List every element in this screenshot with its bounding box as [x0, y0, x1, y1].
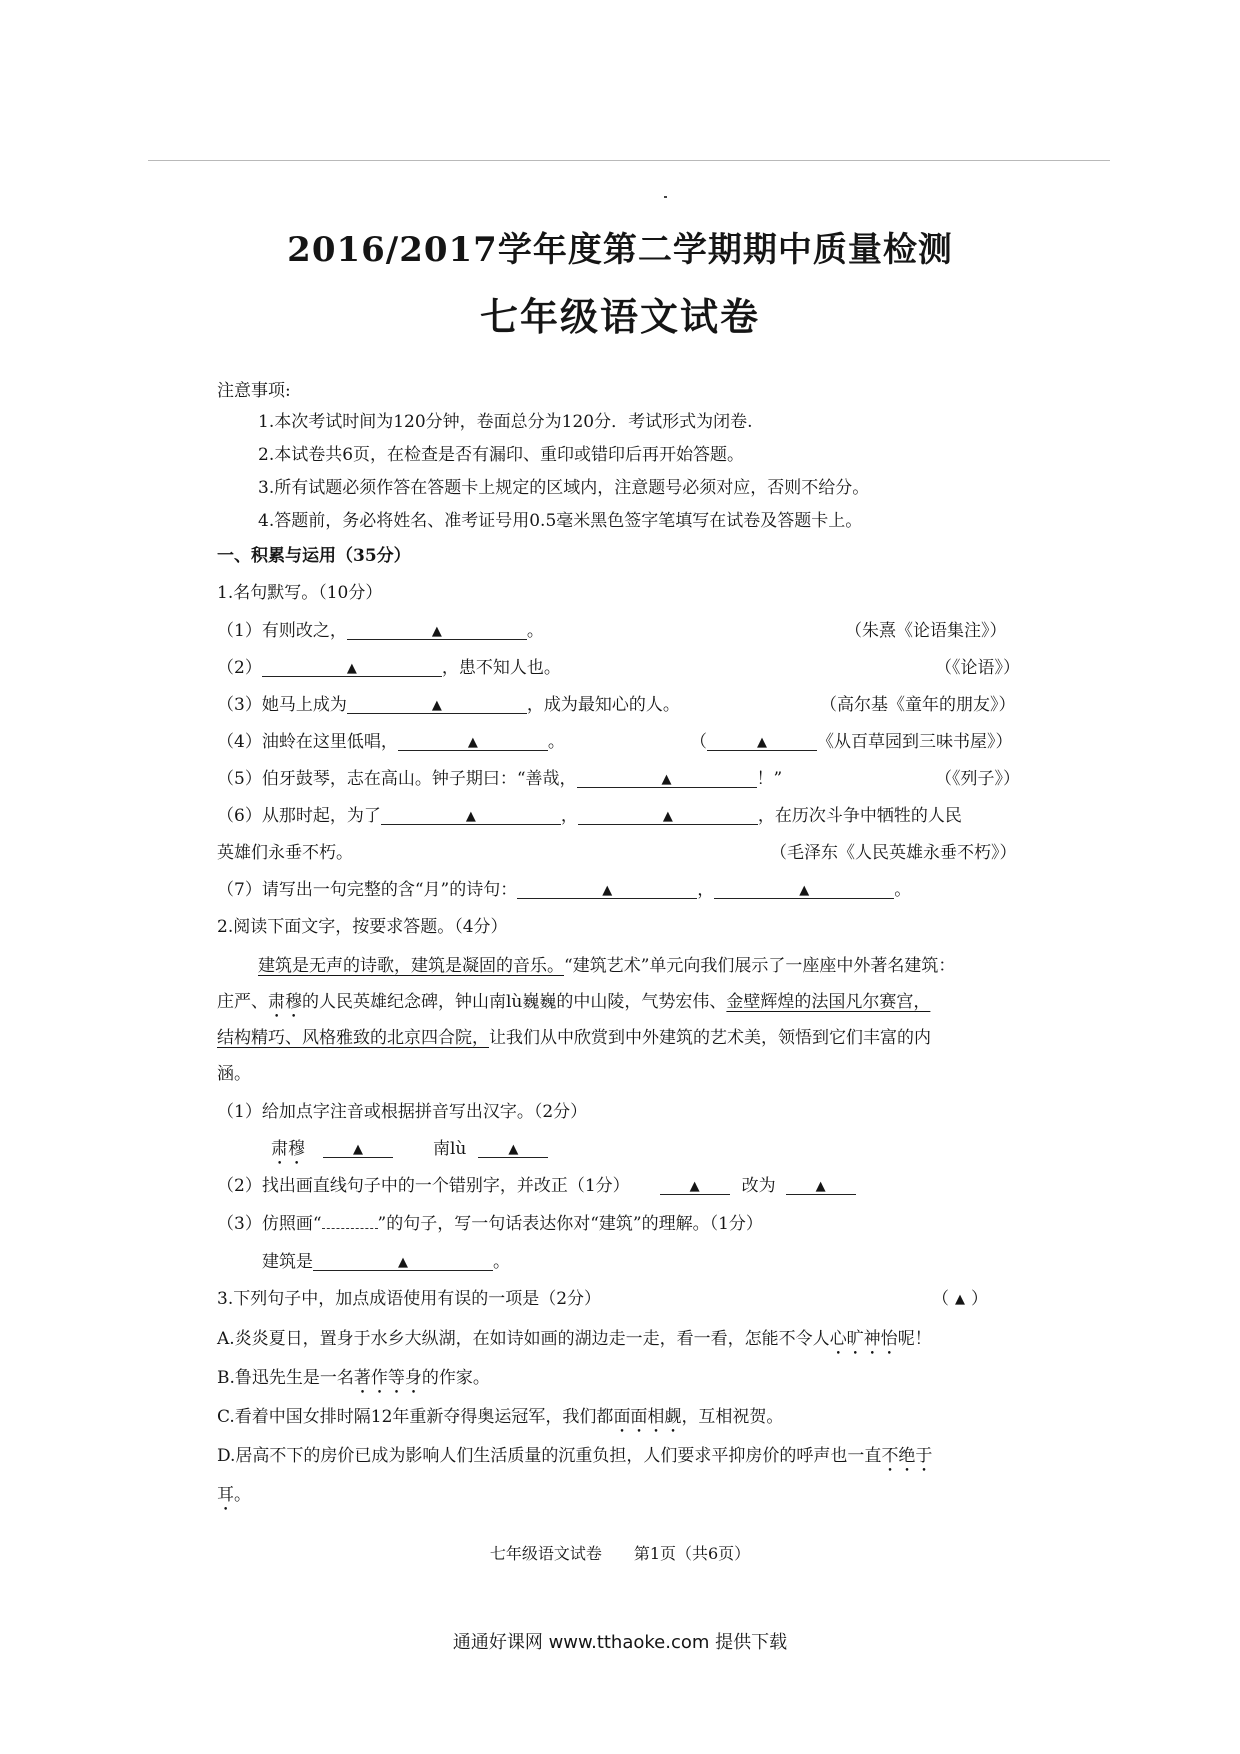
- page-footer: 七年级语文试卷 第1页（共6页）: [489, 1544, 751, 1563]
- triangle-marker-icon: ▲: [353, 1142, 363, 1157]
- q1-item-1-source: （朱熹《论语集注》）: [845, 621, 1007, 641]
- q2-sub-1-answers: 肃穆 ▲ 南lù ▲: [271, 1138, 548, 1169]
- dotted-idiom: 面面相觑: [613, 1407, 682, 1427]
- answer-blank[interactable]: [714, 879, 894, 899]
- q2-sub-3: （3）仿照画“ ”的句子，写一句话表达你对“建筑”的理解。（1分）: [217, 1214, 763, 1234]
- underlined-sentence: 金壁辉煌的法国凡尔赛宫，: [726, 992, 931, 1012]
- q2-sub-2: （2）找出画直线句子中的一个错别字，并改正（1分） ▲ 改为 ▲: [217, 1175, 856, 1197]
- dotted-idiom: 不绝于: [881, 1446, 933, 1466]
- q3-option-c: C.看着中国女排时隔12年重新夺得奥运冠军，我们都面面相觑，互相祝贺。: [217, 1407, 784, 1427]
- passage-sentence-wavy: 建筑是无声的诗歌，建筑是凝固的音乐。: [258, 956, 564, 976]
- triangle-marker-icon: ▲: [398, 1255, 408, 1270]
- triangle-marker-icon: ▲: [661, 772, 672, 787]
- passage-line-2: 庄严、肃穆的人民英雄纪念碑，钟山南lù巍巍的中山陵，气势宏伟、金壁辉煌的法国凡尔赛宫，: [217, 992, 931, 1012]
- answer-blank[interactable]: [707, 731, 817, 751]
- note-item-1: 1.本次考试时间为120分钟，卷面总分为120分．考试形式为闭卷.: [258, 412, 753, 432]
- q3-option-d: D.居高不下的房价已成为影响人们生活质量的沉重负担，人们要求平抑房价的呼声也一直不绝于: [217, 1446, 933, 1466]
- note-item-2: 2.本试卷共6页，在检查是否有漏印、重印或错印后再开始答题。: [258, 445, 745, 465]
- q1-item-5-source: （《列子》）: [935, 769, 1020, 789]
- question-1-title: 1.名句默写。（10分）: [217, 583, 383, 603]
- q1-item-6-continued: 英雄们永垂不朽。: [217, 843, 353, 863]
- q1-item-1: （1）有则改之， ▲ 。: [217, 621, 544, 641]
- answer-blank[interactable]: [478, 1138, 548, 1158]
- note-item-4: 4.答题前，务必将姓名、准考证号用0.5毫米黑色签字笔填写在试卷及答题卡上。: [258, 511, 863, 531]
- q2-sub-1: （1）给加点字注音或根据拼音写出汉字。（2分）: [217, 1102, 588, 1122]
- underlined-sentence: 结构精巧、风格雅致的北京四合院，: [217, 1028, 489, 1048]
- answer-blank[interactable]: [313, 1251, 493, 1271]
- q1-item-2-source: （《论语》）: [935, 658, 1020, 678]
- answer-blank[interactable]: [323, 1138, 393, 1158]
- q3-option-b: B.鲁迅先生是一名著作等身的作家。: [217, 1368, 490, 1388]
- answer-blank[interactable]: [660, 1175, 730, 1195]
- q1-item-6: （6）从那时起，为了 ▲ ， ▲ ，在历次斗争中牺牲的人民: [217, 806, 962, 826]
- question-2-title: 2.阅读下面文字，按要求答题。（4分）: [217, 917, 508, 937]
- dotted-word: 肃穆: [268, 992, 302, 1012]
- top-rule: [148, 160, 1110, 161]
- triangle-marker-icon: ▲: [815, 1179, 826, 1194]
- q1-item-4-source: （ ▲ 《从百草园到三味书屋》）: [690, 732, 1013, 752]
- triangle-marker-icon: ▲: [662, 809, 673, 824]
- q1-item-4: （4）油蛉在这里低唱， ▲ 。: [217, 732, 565, 752]
- triangle-marker-icon: ▲: [602, 883, 613, 898]
- q3-option-d-continued: 耳。: [217, 1485, 251, 1505]
- triangle-marker-icon: ▲: [465, 809, 476, 824]
- dotted-idiom: 著作等身: [353, 1368, 422, 1388]
- q3-answer-paren[interactable]: （ ▲ ）: [932, 1289, 988, 1309]
- q1-item-5: （5）伯牙鼓琴，志在高山。钟子期曰：“善哉， ▲ ！”: [217, 769, 783, 789]
- q1-item-2: （2） ▲ ，患不知人也。: [217, 658, 561, 678]
- answer-blank[interactable]: [398, 731, 548, 751]
- q3-option-a: A.炎炎夏日，置身于水乡大纵湖，在如诗如画的湖边走一走，看一看，怎能不令人心旷神怡呢！: [217, 1329, 932, 1349]
- dotted-idiom: 心旷神怡: [829, 1329, 898, 1349]
- triangle-marker-icon: ▲: [467, 735, 478, 750]
- answer-blank[interactable]: [786, 1175, 856, 1195]
- triangle-marker-icon: ▲: [799, 883, 810, 898]
- passage-line-1: 建筑是无声的诗歌，建筑是凝固的音乐。“建筑艺术”单元向我们展示了一座座中外著名建筑：: [258, 956, 956, 976]
- scan-speck: [664, 196, 667, 198]
- note-item-3: 3.所有试题必须作答在答题卡上规定的区域内，注意题号必须对应，否则不给分。: [258, 478, 870, 498]
- triangle-marker-icon: ▲: [955, 1292, 965, 1307]
- question-3-title: 3.下列句子中，加点成语使用有误的一项是（2分）: [217, 1289, 602, 1309]
- passage-line-3: 结构精巧、风格雅致的北京四合院，让我们从中欣赏到中外建筑的艺术美，领悟到它们丰富的内: [217, 1028, 931, 1048]
- passage-line-4: 涵。: [217, 1064, 251, 1084]
- q1-item-3-source: （高尔基《童年的朋友》）: [820, 695, 1016, 715]
- triangle-marker-icon: ▲: [757, 735, 767, 750]
- triangle-marker-icon: ▲: [431, 698, 442, 713]
- triangle-marker-icon: ▲: [431, 624, 442, 639]
- answer-blank[interactable]: [347, 694, 527, 714]
- answer-blank[interactable]: [577, 768, 757, 788]
- q1-item-3: （3）她马上成为 ▲ ，成为最知心的人。: [217, 695, 680, 715]
- exam-subtitle: 七年级语文试卷: [479, 294, 760, 339]
- notes-heading: 注意事项:: [217, 381, 291, 401]
- download-watermark: 通通好课网 www.tthaoke.com 提供下载: [452, 1632, 788, 1653]
- triangle-marker-icon: ▲: [689, 1179, 700, 1194]
- answer-blank[interactable]: [262, 657, 442, 677]
- q1-item-6-source: （毛泽东《人民英雄永垂不朽》）: [770, 843, 1017, 863]
- q2-sub-3-answer: 建筑是 ▲ 。: [262, 1252, 510, 1272]
- section-heading: 一、积累与运用（35分）: [217, 546, 411, 566]
- q1-item-7: （7）请写出一句完整的含“月”的诗句： ▲ ， ▲ 。: [217, 880, 912, 900]
- answer-blank[interactable]: [381, 805, 561, 825]
- answer-blank[interactable]: [578, 805, 758, 825]
- exam-title: 2016/2017学年度第二学期期中质量检测: [287, 230, 953, 270]
- triangle-marker-icon: ▲: [508, 1142, 519, 1157]
- triangle-marker-icon: ▲: [346, 661, 357, 676]
- answer-blank[interactable]: [347, 620, 527, 640]
- answer-blank[interactable]: [517, 879, 697, 899]
